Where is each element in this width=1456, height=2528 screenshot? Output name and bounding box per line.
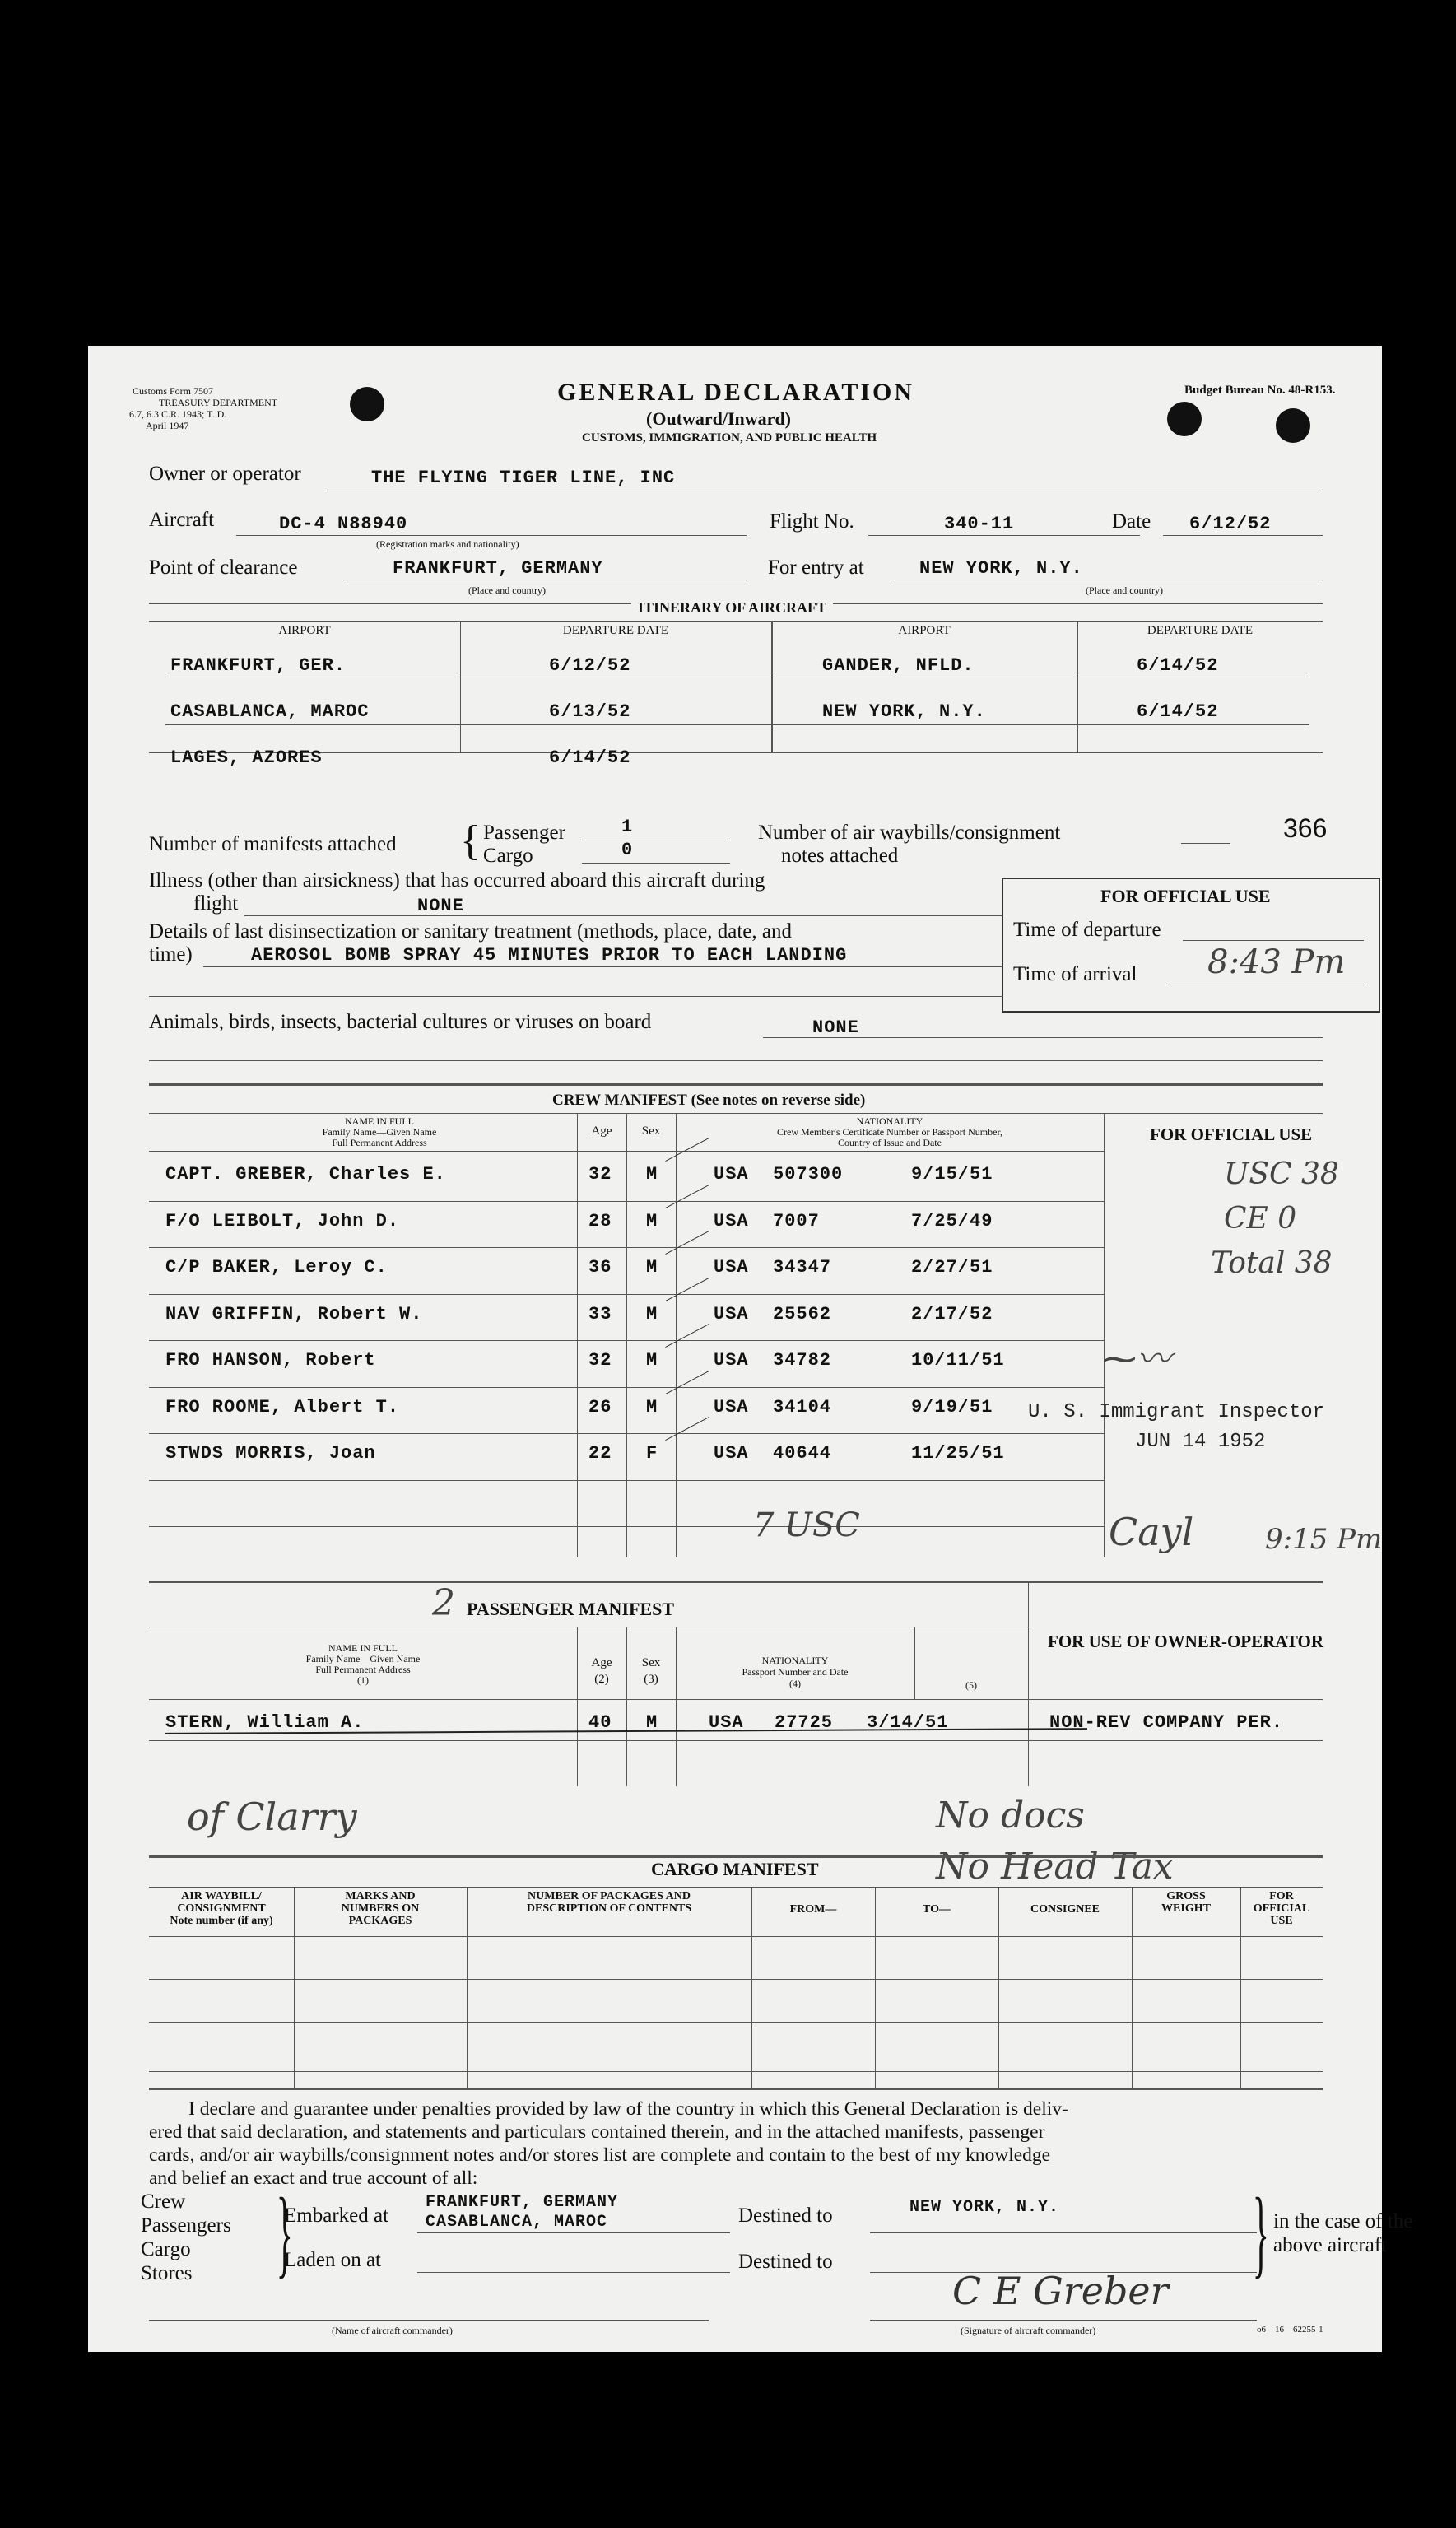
waybills-label-2: notes attached	[781, 845, 899, 867]
declaration-text	[149, 2097, 1068, 2190]
cargo-head-bottom	[149, 1936, 1323, 1937]
crew-sex: M	[646, 1164, 658, 1185]
departure-time-label: Time of departure	[1013, 919, 1161, 941]
crew-cert-number: 34104	[773, 1396, 832, 1418]
cargo-col-header-line: GROSS	[1166, 1890, 1206, 1902]
commander-signature: C E Greber	[952, 2269, 1169, 2313]
waybills-line	[1181, 843, 1230, 844]
crew-divider	[577, 1113, 578, 1557]
crew-cert-date: 9/19/51	[911, 1396, 993, 1418]
cargo-col-header-line: CONSIGNMENT	[177, 1902, 266, 1915]
manifests-label: Number of manifests attached	[149, 833, 397, 855]
animals-label: Animals, birds, insects, bacterial cultures or viruses on board	[149, 1011, 652, 1033]
form-subtitle-2: CUSTOMS, IMMIGRATION, AND PUBLIC HEALTH	[582, 431, 877, 445]
brace: {	[460, 817, 481, 864]
cargo-head-line	[149, 1887, 1323, 1888]
cargo-col-header-line: USE	[1270, 1915, 1293, 1927]
budget-bureau: Budget Bureau No. 48-R153.	[1184, 384, 1336, 397]
owner-operator-divider	[1028, 1581, 1029, 1786]
passenger-passport-number: 27725	[775, 1712, 834, 1733]
aircraft-line	[236, 535, 747, 536]
crew-row-line	[149, 1480, 1104, 1481]
itin-row-line	[165, 724, 1309, 725]
crew-sex: M	[646, 1257, 658, 1278]
disinsect-value: AEROSOL BOMB SPRAY 45 MINUTES PRIOR TO EACH LANDING	[251, 945, 848, 966]
crew-title	[552, 1092, 865, 1110]
itin-divider	[1077, 621, 1078, 752]
itin-divider	[460, 621, 461, 752]
owner-operator-use: FOR USE OF OWNER-OPERATOR	[1048, 1632, 1324, 1651]
crew-col-name-3: Full Permanent Address	[332, 1137, 427, 1148]
crew-official-note: Total 38	[1211, 1246, 1333, 1280]
crew-row-line	[149, 1294, 1104, 1295]
crew-age: 32	[588, 1164, 612, 1185]
departure-time-line	[1183, 940, 1364, 941]
pass-col-nat-3: (4)	[789, 1678, 801, 1689]
department: TREASURY DEPARTMENT	[159, 397, 278, 408]
crew-age: 28	[588, 1210, 612, 1231]
crew-nationality: USA	[714, 1303, 749, 1325]
destined-value: NEW YORK, N.Y.	[909, 2198, 1060, 2217]
passenger-hand-note: No docs	[936, 1795, 1085, 1837]
cargo-line	[582, 863, 730, 864]
form-subtitle: (Outward/Inward)	[646, 408, 792, 429]
crew-name: F/O LEIBOLT, John D.	[165, 1210, 400, 1231]
passenger-sex: M	[646, 1712, 658, 1733]
crew-col-age: Age	[591, 1124, 612, 1138]
case-text-1: in the case of the	[1273, 2210, 1413, 2232]
crew-head-line	[149, 1113, 1323, 1114]
cargo-divider	[875, 1887, 876, 2088]
pass-divider	[577, 1627, 578, 1786]
crew-nationality: USA	[714, 1257, 749, 1278]
pass-col-nationality	[676, 1655, 914, 1689]
embarked-value: FRANKFURT, GERMANY	[426, 2193, 619, 2212]
itin-airport: CASABLANCA, MAROC	[170, 701, 370, 722]
cargo-col-header	[1240, 1890, 1323, 1927]
pass-col-name-1: NAME IN FULL	[328, 1642, 398, 1654]
declaration-line: cards, and/or air waybills/consignment notes and/or stores list are complete and contain to the best of my knowledge	[149, 2144, 1051, 2166]
cargo-col-header-line: CONSIGNEE	[1030, 1903, 1100, 1916]
passenger-count: 1	[621, 817, 634, 837]
pass-col-name-3: Full Permanent Address	[315, 1664, 411, 1675]
itin-col-departure-right: DEPARTURE DATE	[1147, 624, 1254, 637]
crew-row-line	[149, 1526, 1104, 1527]
crew-row-line	[149, 1340, 1104, 1341]
cargo-divider	[998, 1887, 999, 2088]
embarked-line	[417, 2232, 730, 2233]
cargo-col-header-line: FOR	[1269, 1890, 1294, 1902]
decl-item: Crew	[141, 2190, 186, 2213]
declaration-line: and belief an exact and true account of all:	[149, 2167, 478, 2189]
waybills-label: Number of air waybills/consignment	[758, 822, 1061, 844]
crew-title-note: (See notes on reverse side)	[691, 1092, 866, 1109]
cargo-col-header-line: NUMBERS ON	[341, 1902, 420, 1915]
date-line	[1163, 535, 1323, 536]
itin-date: 6/13/52	[549, 701, 631, 722]
crew-hand-total: 7 USC	[753, 1506, 860, 1544]
laden-line	[417, 2272, 730, 2273]
disinsect-line	[203, 966, 1068, 967]
cargo-col-header	[149, 1890, 294, 1927]
pass-col-nat-2: Passport Number and Date	[742, 1666, 849, 1678]
form-number: Customs Form 7507	[133, 385, 214, 397]
entry-value: NEW YORK, N.Y.	[919, 558, 1083, 579]
inspector-stamp: U. S. Immigrant Inspector	[1028, 1401, 1325, 1423]
cargo-top	[149, 1855, 1323, 1858]
itinerary-title: ITINERARY OF AIRCRAFT	[631, 599, 833, 617]
print-code: o6—16—62255-1	[1257, 2325, 1323, 2335]
pass-divider	[914, 1627, 915, 1699]
itinerary-rule	[149, 621, 1323, 622]
passenger-nationality: USA	[709, 1712, 744, 1733]
crew-sex: M	[646, 1303, 658, 1325]
pass-col-age	[577, 1655, 626, 1688]
pass-col-age-1: Age	[591, 1656, 612, 1669]
decl-item: Passengers	[141, 2214, 231, 2237]
crew-cert-number: 25562	[773, 1303, 832, 1325]
punch-hole	[350, 387, 384, 421]
crew-row-line	[149, 1433, 1104, 1434]
pass-col-age-2: (2)	[594, 1673, 609, 1686]
crew-row-line	[149, 1247, 1104, 1248]
case-text-2: above aircraft	[1273, 2234, 1388, 2256]
crew-nationality: USA	[714, 1164, 749, 1185]
passenger-passport-date: 3/14/51	[867, 1712, 949, 1733]
crew-col-official: FOR OFFICIAL USE	[1150, 1124, 1313, 1144]
check-tick	[665, 1417, 709, 1441]
cargo-col-header-line: NUMBER OF PACKAGES AND	[528, 1890, 691, 1902]
itin-airport: LAGES, AZORES	[170, 747, 323, 768]
crew-col-nat-1: NATIONALITY	[856, 1115, 923, 1127]
crew-name: CAPT. GREBER, Charles E.	[165, 1164, 446, 1185]
cargo-col-header-line: OFFICIAL	[1253, 1902, 1310, 1915]
crew-col-name-1: NAME IN FULL	[345, 1115, 414, 1127]
cargo-label: Cargo	[483, 845, 533, 867]
crew-name: NAV GRIFFIN, Robert W.	[165, 1303, 423, 1325]
inspector-time: 9:15 Pm	[1265, 1523, 1383, 1556]
crew-row-line	[149, 1387, 1104, 1388]
crew-cert-date: 11/25/51	[911, 1443, 1005, 1464]
cargo-col-header-line: DESCRIPTION OF CONTENTS	[526, 1902, 692, 1915]
passenger-name: STERN, William A.	[165, 1712, 365, 1733]
aircraft-note: (Registration marks and nationality)	[376, 538, 519, 550]
crew-cert-date: 2/27/51	[911, 1257, 993, 1278]
cargo-divider	[751, 1887, 752, 2088]
crew-age: 32	[588, 1350, 612, 1371]
cargo-row-line	[149, 2022, 1323, 2023]
destined-line	[870, 2232, 1257, 2233]
passenger-title: PASSENGER MANIFEST	[467, 1599, 675, 1619]
passenger-age: 40	[588, 1712, 612, 1733]
disinsect-label: Details of last disinsectization or sanitary treatment (methods, place, date, and	[149, 920, 792, 943]
arrival-time-value: 8:43 Pm	[1207, 943, 1346, 981]
cargo-bottom	[149, 2088, 1323, 2090]
name-caption: (Name of aircraft commander)	[332, 2325, 453, 2336]
punch-hole	[1276, 408, 1310, 443]
date-value: 6/12/52	[1189, 514, 1272, 534]
animals-line-2	[149, 1060, 1323, 1061]
illness-label-2: flight	[193, 892, 239, 915]
cargo-divider	[1240, 1887, 1241, 2088]
itin-row-line	[149, 752, 1323, 753]
cargo-col-header	[998, 1903, 1132, 1916]
crew-col-nat-3: Country of Issue and Date	[838, 1137, 942, 1148]
pass-col-5: (5)	[965, 1679, 977, 1691]
stamp-date: JUN 14 1952	[1135, 1431, 1266, 1453]
owner-value: THE FLYING TIGER LINE, INC	[371, 468, 676, 488]
decl-brace-right: }	[1252, 2177, 1269, 2287]
pass-col-sex-2: (3)	[644, 1673, 658, 1686]
crew-age: 26	[588, 1396, 612, 1418]
date-label: Date	[1112, 510, 1151, 533]
itin-airport: GANDER, NFLD.	[822, 655, 975, 676]
pass-col-name-2: Family Name—Given Name	[305, 1653, 421, 1664]
crew-cert-number: 34347	[773, 1257, 832, 1278]
crew-col-name-2: Family Name—Given Name	[322, 1126, 437, 1138]
crew-col-nat-2: Crew Member's Certificate Number or Passport Number,	[777, 1126, 1002, 1138]
cargo-row-line	[149, 2071, 1323, 2072]
inspector-initials: ⁓〰	[1102, 1338, 1172, 1379]
cargo-title: CARGO MANIFEST	[651, 1859, 819, 1879]
crew-name: STWDS MORRIS, Joan	[165, 1443, 376, 1464]
signature-caption-line	[870, 2320, 1257, 2321]
crew-name: FRO ROOME, Albert T.	[165, 1396, 400, 1418]
decl-item: Cargo	[141, 2238, 191, 2260]
aircraft-value: DC-4 N88940	[279, 514, 408, 534]
punch-hole	[1167, 402, 1202, 436]
crew-cert-date: 2/17/52	[911, 1303, 993, 1325]
cargo-col-header	[294, 1890, 467, 1927]
destined-label: Destined to	[738, 2204, 833, 2227]
declaration-form	[88, 346, 1413, 2352]
crew-cert-date: 7/25/49	[911, 1210, 993, 1231]
signature-caption: (Signature of aircraft commander)	[961, 2325, 1096, 2336]
itin-divider	[771, 621, 773, 752]
entry-note: (Place and country)	[1086, 584, 1163, 596]
crew-nationality: USA	[714, 1396, 749, 1418]
itin-col-airport-right: AIRPORT	[898, 624, 951, 637]
crew-sex: M	[646, 1210, 658, 1231]
itin-date: 6/14/52	[1137, 701, 1219, 722]
crew-sex: F	[646, 1443, 658, 1464]
aircraft-label: Aircraft	[149, 509, 215, 531]
itin-date: 6/14/52	[549, 747, 631, 768]
illness-label: Illness (other than airsickness) that has occurred aboard this aircraft during	[149, 869, 765, 892]
pass-col-sex-1: Sex	[641, 1656, 661, 1669]
cargo-col-header	[1132, 1890, 1240, 1915]
crew-sex: M	[646, 1396, 658, 1418]
cargo-col-header-line: PACKAGES	[348, 1915, 412, 1927]
illness-line	[244, 915, 1068, 916]
regulations: 6.7, 6.3 C.R. 1943; T. D.	[129, 408, 227, 420]
cargo-divider	[467, 1887, 468, 2088]
clearance-value: FRANKFURT, GERMANY	[393, 558, 603, 579]
cargo-divider	[294, 1887, 295, 2088]
crew-sex: M	[646, 1350, 658, 1371]
check-tick	[665, 1184, 709, 1208]
crew-nationality: USA	[714, 1210, 749, 1231]
passenger-note: NON-REV COMPANY PER.	[1049, 1712, 1284, 1733]
crew-row-line	[149, 1201, 1104, 1202]
form-date: April 1947	[146, 420, 189, 431]
itin-airport: FRANKFURT, GER.	[170, 655, 347, 676]
itin-date: 6/12/52	[549, 655, 631, 676]
arrival-time-label: Time of arrival	[1013, 963, 1137, 985]
disinsect-line-2	[149, 996, 1068, 997]
pass-col-name	[149, 1643, 577, 1686]
passenger-hand-note: No Head Tax	[936, 1846, 1174, 1888]
crew-cert-number: 34782	[773, 1350, 832, 1371]
crew-age: 22	[588, 1443, 612, 1464]
disinsect-label-2: time)	[149, 943, 193, 966]
passenger-hand-signature: of Clarry	[187, 1795, 357, 1839]
passenger-label: Passenger	[483, 822, 565, 844]
cargo-count: 0	[621, 840, 634, 860]
crew-title-text: CREW MANIFEST	[552, 1092, 687, 1109]
crew-age: 36	[588, 1257, 612, 1278]
name-caption-line	[149, 2320, 709, 2321]
itin-col-airport-left: AIRPORT	[278, 624, 331, 637]
crew-cert-number: 507300	[773, 1164, 844, 1185]
decl-item: Stores	[141, 2262, 193, 2284]
pass-col-name-4: (1)	[357, 1674, 369, 1686]
cargo-col-header	[467, 1890, 751, 1915]
check-tick	[665, 1370, 709, 1394]
clearance-note: (Place and country)	[468, 584, 546, 596]
cargo-col-header	[875, 1903, 998, 1916]
flight-label: Flight No.	[770, 510, 854, 533]
declaration-line: ered that said declaration, and statements and particulars contained therein, and in the attached manifests, passenger	[149, 2121, 1045, 2143]
cargo-col-header-line: TO—	[923, 1903, 951, 1916]
crew-nationality: USA	[714, 1350, 749, 1371]
crew-nationality: USA	[714, 1443, 749, 1464]
crew-name: FRO HANSON, Robert	[165, 1350, 376, 1371]
declaration-line: I declare and guarantee under penalties provided by law of the country in which this General Declaration is deliv-	[188, 2098, 1068, 2120]
flight-value: 340-11	[944, 514, 1015, 534]
embarked-value: CASABLANCA, MAROC	[426, 2213, 608, 2232]
pass-col-nat-1: NATIONALITY	[761, 1655, 829, 1666]
cargo-col-header-line: AIR WAYBILL/	[181, 1890, 262, 1902]
itin-col-departure-left: DEPARTURE DATE	[562, 624, 669, 637]
destined-label-2: Destined to	[738, 2251, 833, 2273]
itin-airport: NEW YORK, N.Y.	[822, 701, 986, 722]
pass-col-sex	[626, 1655, 676, 1688]
check-tick	[665, 1231, 709, 1255]
illness-value: NONE	[417, 896, 464, 916]
clearance-label: Point of clearance	[149, 556, 298, 579]
cargo-col-header-line: MARKS AND	[345, 1890, 416, 1902]
crew-top	[149, 1083, 1323, 1086]
flight-line	[868, 535, 1140, 536]
crew-bottom	[149, 1581, 1323, 1583]
check-tick	[665, 1324, 709, 1348]
cargo-col-header-line: Note number (if any)	[170, 1915, 273, 1927]
crew-age: 33	[588, 1303, 612, 1325]
check-tick	[665, 1277, 709, 1301]
crew-col-nationality	[676, 1116, 1104, 1148]
laden-label: Laden on at	[284, 2249, 382, 2271]
inspector-signature: Cayl	[1109, 1510, 1194, 1554]
crew-official-note: USC 38	[1224, 1157, 1339, 1191]
official-use-title: FOR OFFICIAL USE	[1100, 886, 1271, 906]
crew-divider	[626, 1113, 627, 1557]
passenger-row-line	[149, 1740, 1323, 1741]
cargo-col-header-line: FROM—	[789, 1903, 837, 1916]
pass-divider	[626, 1627, 627, 1786]
declaration-items	[141, 2190, 231, 2285]
cargo-col-header	[751, 1903, 875, 1916]
itin-date: 6/14/52	[1137, 655, 1219, 676]
waybills-count: 366	[1283, 813, 1328, 843]
crew-name: C/P BAKER, Leroy C.	[165, 1257, 388, 1278]
crew-cert-date: 9/15/51	[911, 1164, 993, 1185]
owner-label: Owner or operator	[149, 463, 301, 485]
animals-value: NONE	[812, 1017, 859, 1038]
embarked-label: Embarked at	[284, 2204, 389, 2227]
case-text	[1273, 2209, 1412, 2257]
passenger-hand-count: 2	[432, 1582, 455, 1624]
crew-cert-date: 10/11/51	[911, 1350, 1005, 1371]
decl-brace-left: }	[276, 2177, 293, 2287]
crew-divider	[676, 1113, 677, 1557]
pass-divider	[676, 1627, 677, 1786]
cargo-col-header-line: WEIGHT	[1161, 1902, 1211, 1915]
crew-official-note: CE 0	[1224, 1202, 1297, 1236]
animals-line	[763, 1037, 1323, 1038]
cargo-divider	[1132, 1887, 1133, 2088]
entry-label: For entry at	[768, 556, 864, 579]
crew-col-name	[149, 1116, 610, 1148]
crew-cert-number: 7007	[773, 1210, 820, 1231]
crew-cert-number: 40644	[773, 1443, 832, 1464]
cargo-row-line	[149, 1979, 1323, 1980]
passenger-head-bottom	[149, 1699, 1323, 1700]
crew-col-sex: Sex	[641, 1124, 661, 1138]
form-title: GENERAL DECLARATION	[557, 379, 915, 406]
